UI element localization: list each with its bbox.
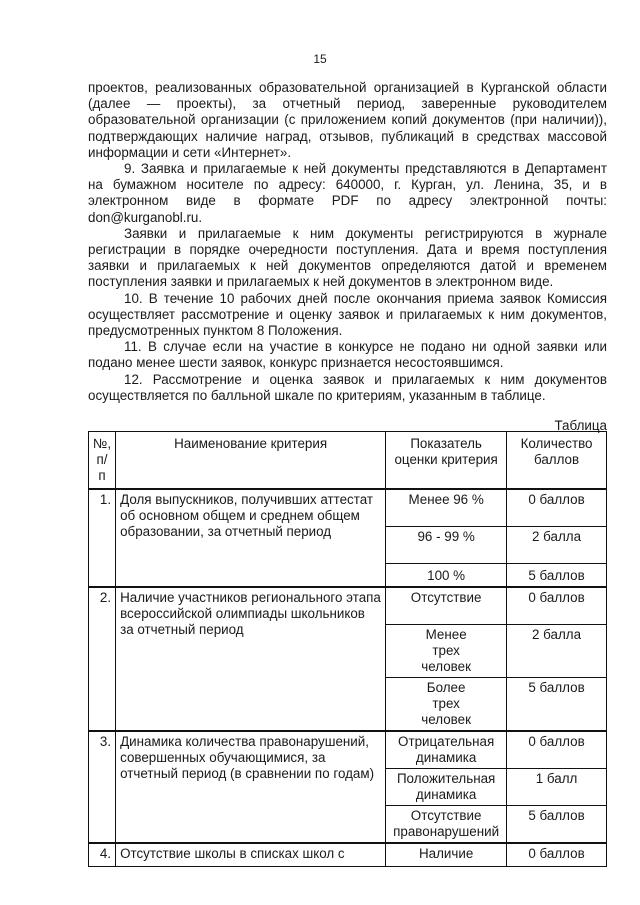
paragraph: 10. В течение 10 рабочих дней после окончания приема заявок Комиссия осуществляет рассмотрение и оценку заявок и прилагаемых к ним документов, предусмотренных пунктом 8 Положения. bbox=[88, 290, 607, 339]
table-row bbox=[89, 587, 607, 625]
table-header-row bbox=[89, 432, 607, 490]
indicator-cell: Менее 96 % bbox=[386, 489, 507, 527]
header-points: Количество баллов bbox=[507, 432, 607, 490]
table-row bbox=[89, 843, 607, 867]
paragraph: 11. В случае если на участие в конкурсе не подано ни одной заявки или подано менее шести заявок, конкурс признается несостоявшимся. bbox=[88, 339, 607, 371]
table-row bbox=[89, 489, 607, 527]
points-cell: 2 балла bbox=[507, 625, 607, 678]
criteria-table bbox=[88, 431, 607, 867]
indicator-cell: 100 % bbox=[386, 564, 507, 588]
points-cell: 5 баллов bbox=[507, 806, 607, 844]
header-name: Наименование критерия bbox=[116, 432, 386, 490]
indicator-cell: Более трех человек bbox=[386, 678, 507, 732]
indicator-cell: Менее трех человек bbox=[386, 625, 507, 678]
points-cell: 0 баллов bbox=[507, 731, 607, 769]
points-cell: 2 балла bbox=[507, 527, 607, 564]
points-cell: 0 баллов bbox=[507, 489, 607, 527]
body-text bbox=[88, 80, 607, 404]
table-row bbox=[89, 731, 607, 769]
criterion-group bbox=[89, 587, 607, 731]
points-cell: 0 баллов bbox=[507, 587, 607, 625]
points-cell: 1 балл bbox=[507, 769, 607, 806]
criterion-number: 1. bbox=[89, 489, 116, 587]
header-num: №, п/п bbox=[89, 432, 116, 490]
indicator-cell: Отрицательная динамика bbox=[386, 731, 507, 769]
table-caption: Таблица bbox=[554, 418, 607, 433]
indicator-cell: 96 - 99 % bbox=[386, 527, 507, 564]
criterion-group bbox=[89, 489, 607, 587]
header-indicator: Показатель оценки критерия bbox=[386, 432, 507, 490]
points-cell: 5 баллов bbox=[507, 678, 607, 732]
criterion-name: Доля выпускников, получивших аттестат об основном общем и среднем общем образовании, за отчетный период bbox=[116, 489, 386, 587]
page-number: 15 bbox=[313, 52, 327, 66]
criterion-group bbox=[89, 843, 607, 867]
paragraph: Заявки и прилагаемые к ним документы регистрируются в журнале регистрации в порядке очередности поступления. Дата и время поступления заявки и прилагаемых к ней документов определяются датой и временем поступления заявки и прилагаемых к ней документов в электронном виде. bbox=[88, 225, 607, 290]
paragraph: 9. Заявка и прилагаемые к ней документы представляются в Департамент на бумажном носителе по адресу: 640000, г. Курган, ул. Ленина, 35, и в электронном виде в формате PDF по адресу электронной почты: don@kurganobl.ru. bbox=[88, 161, 607, 225]
paragraph: проектов, реализованных образовательной организацией в Курганской области (далее — проекты), за отчетный период, заверенные руководителем образовательной организации (с приложением копий документов (при наличии)), подтверждающих наличие наград, отзывов, публикаций в средствах массовой информации и сети «Интернет». bbox=[88, 80, 607, 160]
criterion-number: 4. bbox=[89, 843, 116, 867]
criterion-group bbox=[89, 731, 607, 843]
criterion-number: 3. bbox=[89, 731, 116, 843]
points-cell: 5 баллов bbox=[507, 564, 607, 588]
criterion-name: Динамика количества правонарушений, совершенных обучающимися, за отчетный период (в сравнении по годам) bbox=[116, 731, 386, 843]
criterion-number: 2. bbox=[89, 587, 116, 731]
paragraph: 12. Рассмотрение и оценка заявок и прилагаемых к ним документов осуществляется по балльной шкале по критериям, указанным в таблице. bbox=[88, 371, 607, 403]
points-cell: 0 баллов bbox=[507, 843, 607, 867]
indicator-cell: Наличие bbox=[386, 843, 507, 867]
indicator-cell: Отсутствие правонарушений bbox=[386, 806, 507, 844]
criterion-name: Наличие участников регионального этапа всероссийской олимпиады школьников за отчетный период bbox=[116, 587, 386, 731]
criterion-name: Отсутствие школы в списках школ с bbox=[116, 843, 386, 867]
indicator-cell: Отсутствие bbox=[386, 587, 507, 625]
indicator-cell: Положительная динамика bbox=[386, 769, 507, 806]
